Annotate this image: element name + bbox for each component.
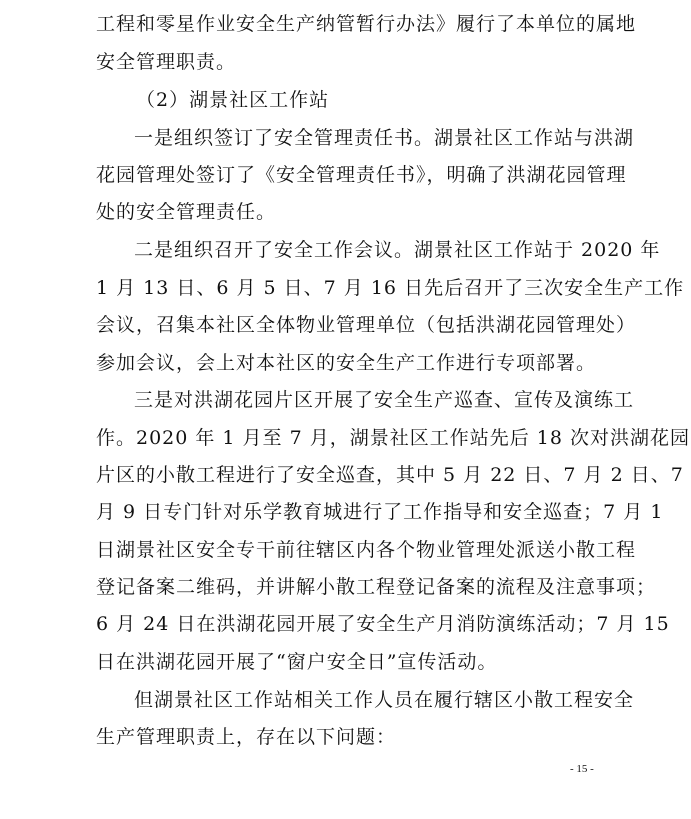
text-line-20: 生产管理职责上，存在以下问题： bbox=[96, 726, 397, 748]
text-line-10: 参加会议，会上对本社区的安全生产工作进行专项部署。 bbox=[96, 352, 597, 374]
text-line-6: 处的安全管理责任。 bbox=[96, 201, 277, 223]
text-line-7: 二是组织召开了安全工作会议。湖景社区工作站于 2020 年 bbox=[134, 239, 661, 261]
text-line-14: 月 9 日专门针对乐学教育城进行了工作指导和安全巡查；7 月 1 bbox=[96, 501, 664, 523]
text-line-8: 1 月 13 日、6 月 5 日、7 月 16 日先后召开了三次安全生产工作 bbox=[96, 277, 685, 299]
text-line-4: 一是组织签订了安全管理责任书。湖景社区工作站与洪湖 bbox=[134, 127, 635, 149]
text-line-5: 花园管理处签订了《安全管理责任书》，明确了洪湖花园管理 bbox=[96, 164, 627, 186]
text-line-19: 但湖景社区工作站相关工作人员在履行辖区小散工程安全 bbox=[134, 689, 635, 711]
text-line-18: 日在洪湖花园开展了“窗户安全日”宣传活动。 bbox=[96, 651, 498, 673]
text-line-16: 登记备案二维码，并讲解小散工程登记备案的流程及注意事项； bbox=[96, 576, 657, 598]
text-line-11: 三是对洪湖花园片区开展了安全生产巡查、宣传及演练工 bbox=[134, 389, 635, 411]
text-line-1: 工程和零星作业安全生产纳管暂行办法》履行了本单位的属地 bbox=[96, 13, 637, 35]
text-line-2: 安全管理职责。 bbox=[96, 51, 237, 73]
text-line-12: 作。2020 年 1 月至 7 月，湖景社区工作站先后 18 次对洪湖花园 bbox=[96, 427, 690, 449]
page-number: - 15 - bbox=[570, 763, 594, 775]
text-line-9: 会议，召集本社区全体物业管理单位（包括洪湖花园管理处） bbox=[96, 314, 637, 336]
section-heading: （2）湖景社区工作站 bbox=[136, 89, 330, 111]
text-line-17: 6 月 24 日在洪湖花园开展了安全生产月消防演练活动；7 月 15 bbox=[96, 613, 670, 635]
text-line-13: 片区的小散工程进行了安全巡查，其中 5 月 22 日、7 月 2 日、7 bbox=[96, 464, 684, 486]
text-line-15: 日湖景社区安全专干前往辖区内各个物业管理处派送小散工程 bbox=[96, 539, 637, 561]
